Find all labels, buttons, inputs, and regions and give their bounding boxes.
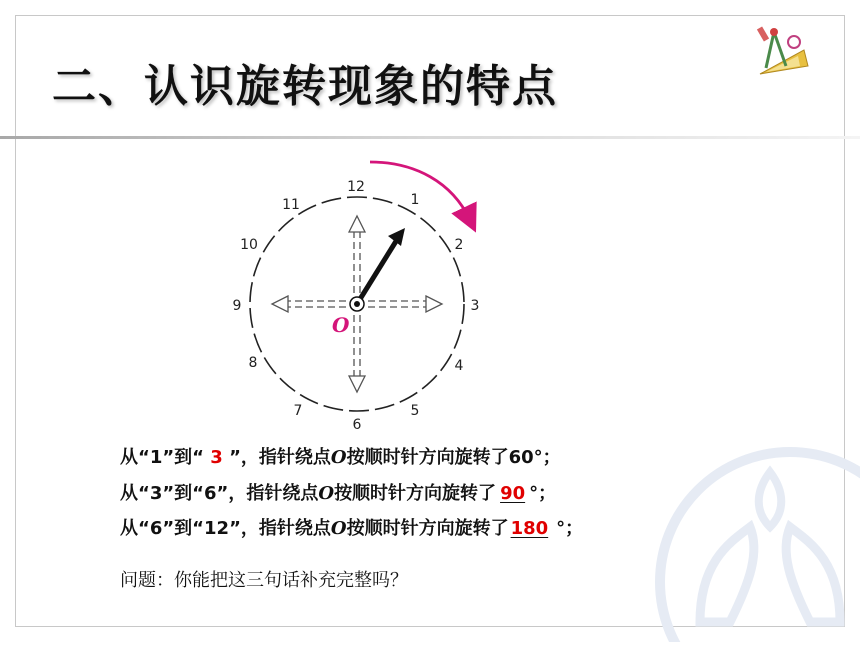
- header: [0, 0, 860, 138]
- watermark-hands-icon: [640, 432, 860, 642]
- header-divider: [0, 136, 860, 139]
- page-title: 二、认识旋转现象的特点: [52, 61, 558, 112]
- center-label: O: [332, 313, 350, 337]
- statement-line-2: 从“3”到“6”，指针绕点O按顺时针方向旋转了 90 °；: [120, 483, 557, 504]
- geometry-tools-icon: [752, 22, 814, 84]
- clock-number: 9: [232, 298, 242, 314]
- clock-number: 8: [248, 355, 258, 371]
- clock-number: 3: [470, 298, 480, 314]
- statement-line-3: 从“6”到“12”，指针绕点O按顺时针方向旋转了 180 °；: [120, 518, 584, 539]
- clock-number: 7: [293, 403, 303, 419]
- clock-number: 12: [347, 179, 365, 195]
- clock-hand: [357, 228, 405, 304]
- clock-diagram: [220, 152, 500, 442]
- clock-number: 1: [410, 192, 420, 208]
- clock-number: 5: [410, 403, 420, 419]
- clock-number: 2: [454, 237, 464, 253]
- clock-number: 10: [240, 237, 258, 253]
- statement-line-1: 从“1”到“ 3 ”，指针绕点O按顺时针方向旋转了60°；: [120, 447, 561, 468]
- rotation-arrow: [370, 162, 470, 220]
- question-text: 问题：你能把这三句话补充完整吗？: [120, 570, 408, 591]
- clock-number: 11: [282, 197, 300, 213]
- answer-blank: 90: [500, 483, 526, 504]
- clock-number: 6: [352, 417, 362, 433]
- clock-number: 4: [454, 358, 464, 374]
- answer-blank: 3: [204, 447, 230, 468]
- answer-blank: 180: [510, 518, 549, 539]
- given-value: 60: [508, 447, 534, 468]
